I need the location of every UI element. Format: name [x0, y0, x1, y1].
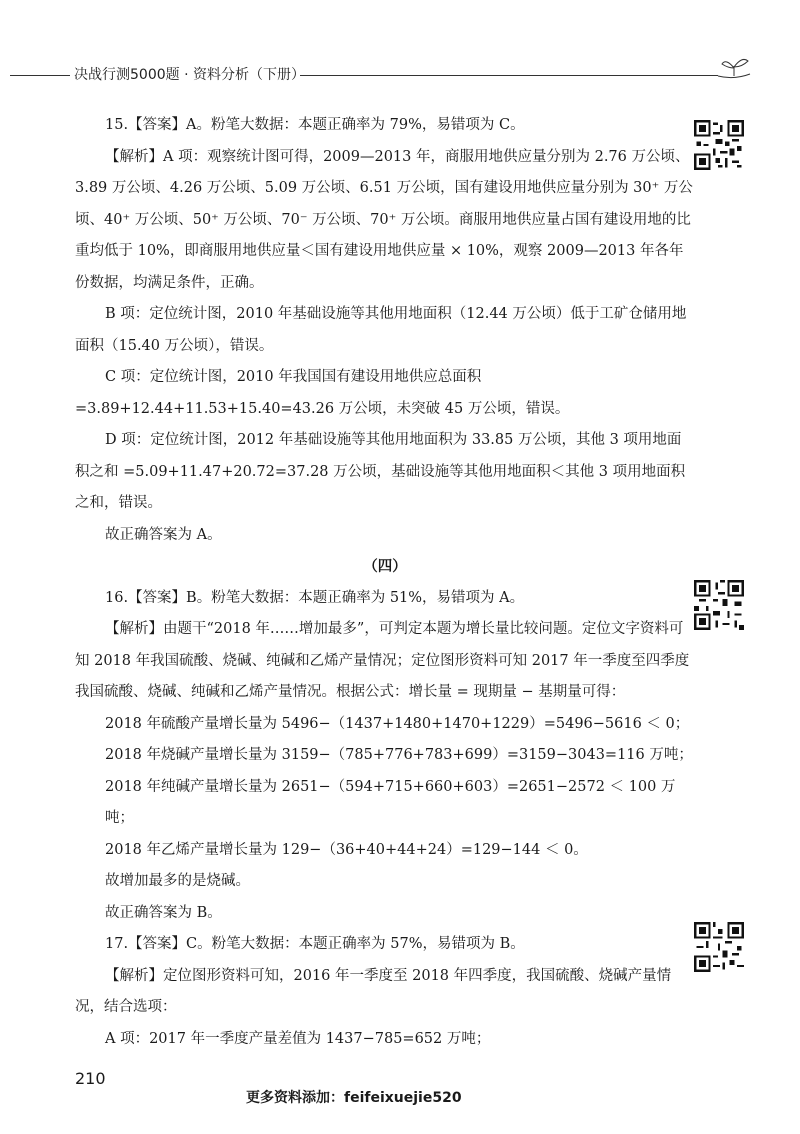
qr-code-q17 [694, 922, 744, 972]
section-heading: （四） [363, 558, 407, 575]
qr-code-q16 [694, 580, 744, 630]
q16-answer: 16.【答案】B。粉笔大数据：本题正确率为 51%，易错项为 A。 [105, 589, 525, 606]
q15-answer: 15.【答案】A。粉笔大数据：本题正确率为 79%，易错项为 C。 [105, 117, 525, 133]
page-number: 210 [75, 1069, 106, 1088]
q15-option-c: C 项：定位统计图，2010 年我国国有建设用地供应总面积 =3.89+12.44+11.53+15.40=43.26 万公顷，未突破 45 万公顷，错误。 [75, 369, 570, 417]
q16-summary: 故增加最多的是烧碱。 [105, 873, 250, 889]
qr-code-q15 [694, 120, 744, 170]
header-rule-left [10, 75, 70, 76]
page-header [0, 62, 800, 90]
q17-answer: 17.【答案】C。粉笔大数据：本题正确率为 57%，易错项为 B。 [105, 936, 525, 952]
q16-calc-soda: 2018 年纯碱产量增长量为 2651−（594+715+660+603）=2651−2572 ＜ 100 万吨； [105, 778, 676, 826]
q17-option-a: A 项：2017 年一季度产量差值为 1437−785=652 万吨； [105, 1030, 491, 1047]
q15-conclusion: 故正确答案为 A。 [105, 526, 222, 543]
q16-conclusion: 故正确答案为 B。 [105, 904, 222, 921]
book-title: 决战行测5000题 · 资料分析（下册） [74, 67, 305, 83]
footer-contact: 更多资料添加：feifeixuejie520 [246, 1090, 462, 1106]
q16-analysis: 【解析】由题干“2018 年……增加最多”，可判定本题为增长量比较问题。定位文字资料可知 2018 年我国硫酸、烧碱、纯碱和乙烯产量情况；定位图形资料可知 2017 年一季度至四季度我国硫酸、烧碱、纯碱和乙烯产量情况。根据公式：增长量 = 现期量 − 基期量可得： [75, 621, 690, 700]
q15-analysis: 【解析】A 项：观察统计图可得，2009—2013 年，商服用地供应量分别为 2.76 万公顷、3.89 万公顷、4.26 万公顷、5.09 万公顷、6.51 万公顷，国有建设用地供应量分别为 30⁺ 万公顷、40⁺ 万公顷、50⁺ 万公顷、70⁻ 万公顷、70⁺ 万公顷。商服用地供应量占国有建设用地的比重均低于 10%，即商服用地供应量＜国有建设用地供应量 × 10%，观察 2009—2013 年各年份数据，均满足条件，正确。 [75, 148, 693, 291]
q16-calc-sulfuric: 2018 年硫酸产量增长量为 5496−（1437+1480+1470+1229）=5496−5616 ＜ 0； [105, 715, 690, 732]
q16-calc-ethylene: 2018 年乙烯产量增长量为 129−（36+40+44+24）=129−144 ＜ 0。 [105, 841, 588, 858]
answer-explanations [75, 110, 695, 1055]
q16-calc-caustic: 2018 年烧碱产量增长量为 3159−（785+776+783+699）=3159−3043=116 万吨； [105, 747, 693, 763]
q15-option-d: D 项：定位统计图，2012 年基础设施等其他用地面积为 33.85 万公顷，其他 3 项用地面积之和 =5.09+11.47+20.72=37.28 万公顷，基础设施等其他用地面积＜其他 3 项用地面积之和，错误。 [75, 432, 686, 511]
q15-option-b: B 项：定位统计图，2010 年基础设施等其他用地面积（12.44 万公顷）低于工矿仓储用地面积（15.40 万公顷），错误。 [75, 306, 687, 354]
sprout-icon [716, 56, 752, 82]
q17-analysis: 【解析】定位图形资料可知，2016 年一季度至 2018 年四季度，我国硫酸、烧碱产量情况，结合选项： [75, 967, 672, 1015]
header-rule-right [300, 75, 718, 76]
